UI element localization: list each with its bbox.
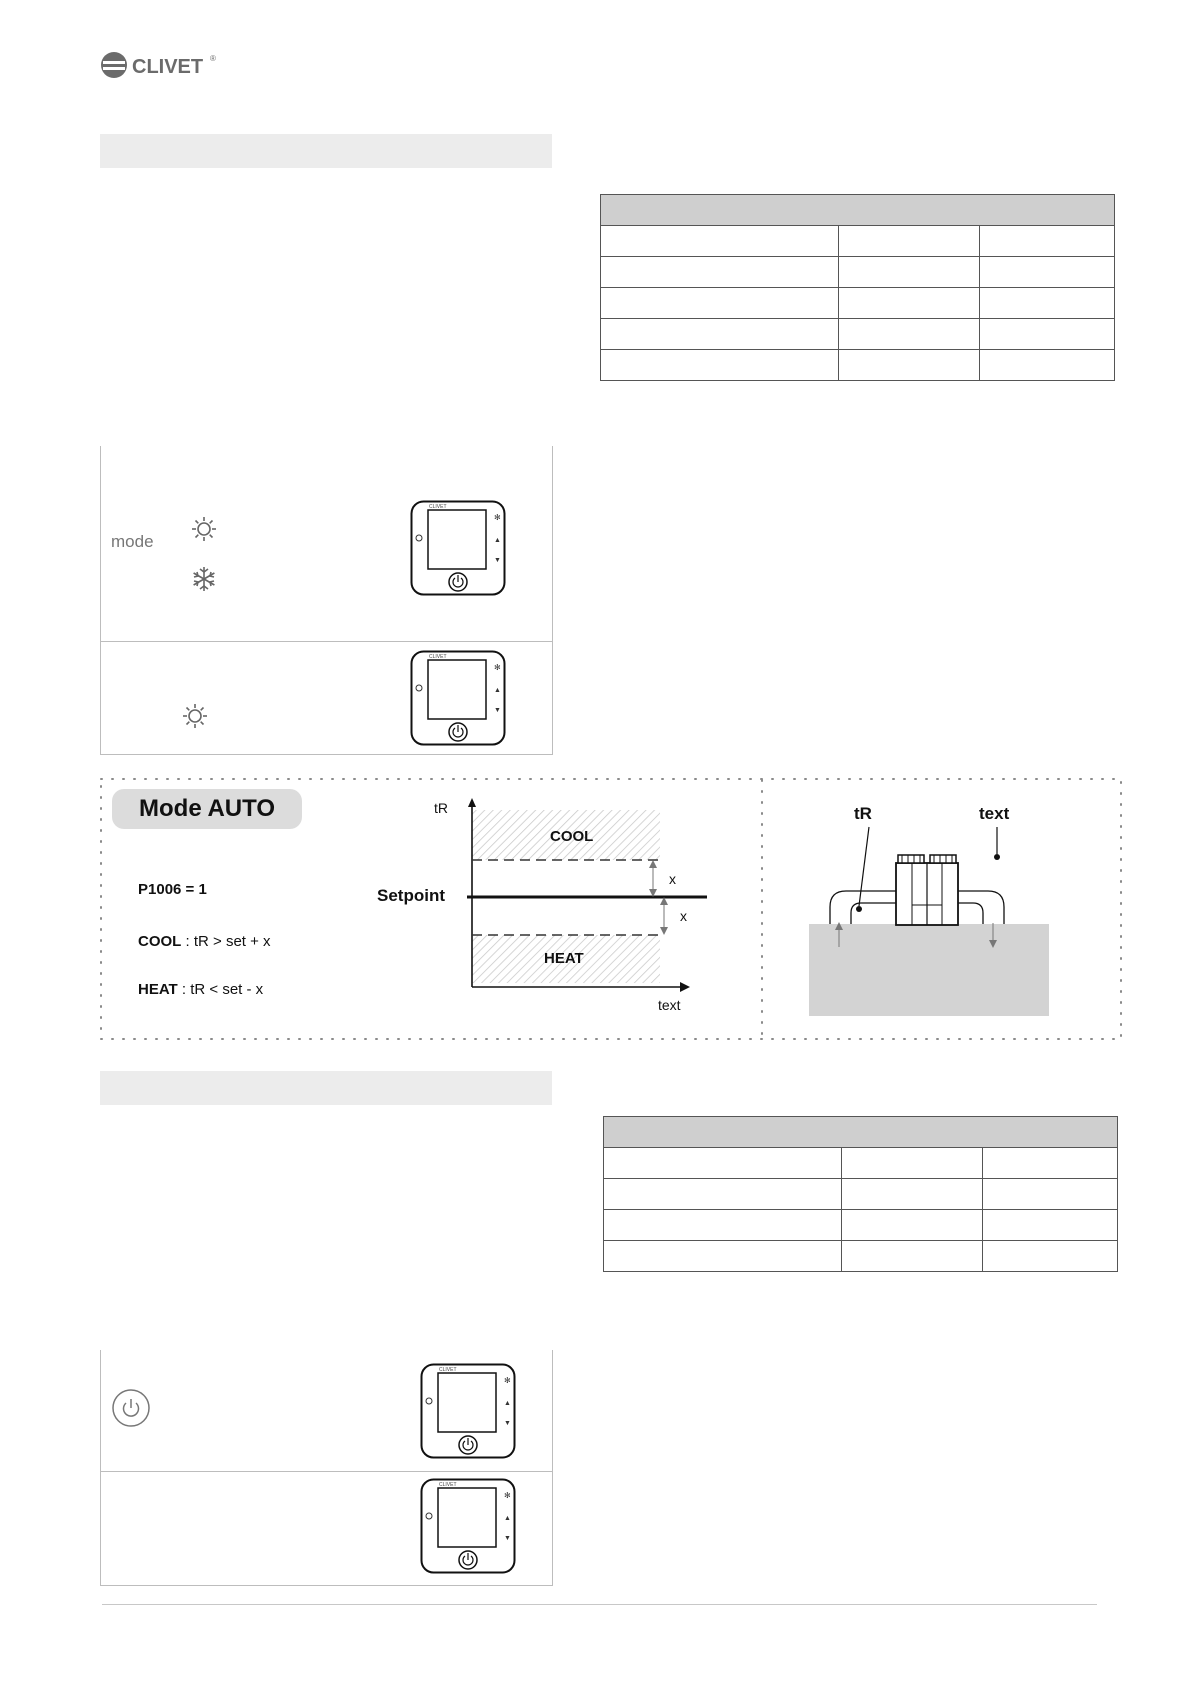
svg-text:✻: ✻ — [504, 1491, 511, 1500]
svg-text:CLIVET: CLIVET — [439, 1367, 457, 1373]
panel-divider — [100, 1471, 552, 1472]
table-row — [601, 288, 1115, 319]
svg-text:▲: ▲ — [494, 687, 501, 694]
unit-schematic — [800, 795, 1060, 1020]
svg-text:▼: ▼ — [494, 557, 501, 564]
snowflake-icon — [191, 566, 217, 597]
svg-text:✻: ✻ — [494, 663, 501, 672]
table-row — [601, 226, 1115, 257]
svg-text:✻: ✻ — [494, 513, 501, 522]
svg-text:▲: ▲ — [504, 1515, 511, 1522]
svg-text:CLIVET: CLIVET — [429, 504, 447, 510]
x-axis-label: text — [658, 997, 681, 1013]
parameter-table — [600, 194, 1115, 381]
mode-auto-pill: Mode AUTO — [112, 789, 302, 829]
rule-p1006: P1006 = 1 — [138, 881, 207, 898]
table-row — [604, 1241, 1118, 1272]
table-row — [601, 350, 1115, 381]
thermostat-device — [410, 650, 506, 746]
table-row — [604, 1148, 1118, 1179]
table-row — [601, 319, 1115, 350]
thermostat-device — [420, 1363, 516, 1459]
table-row — [604, 1179, 1118, 1210]
mode-label: mode — [111, 532, 154, 551]
svg-text:CLIVET: CLIVET — [439, 1482, 457, 1488]
svg-text:▼: ▼ — [504, 1535, 511, 1542]
svg-text:▲: ▲ — [504, 1400, 511, 1407]
parameter-table — [603, 1116, 1118, 1272]
thermostat-device — [420, 1478, 516, 1574]
x-upper-label: x — [669, 871, 676, 887]
rule-cool: COOL : tR > set + x — [138, 933, 271, 950]
thermostat-device — [410, 500, 506, 596]
sun-icon — [182, 703, 208, 734]
table-row — [604, 1210, 1118, 1241]
svg-text:▼: ▼ — [504, 1420, 511, 1427]
svg-text:CLIVET: CLIVET — [429, 654, 447, 660]
table-row — [601, 257, 1115, 288]
svg-text:▼: ▼ — [494, 707, 501, 714]
x-lower-label: x — [680, 908, 687, 924]
cool-label: COOL — [550, 828, 594, 845]
svg-text:▲: ▲ — [494, 537, 501, 544]
tr-label: tR — [854, 804, 872, 823]
setpoint-label: Setpoint — [377, 886, 445, 905]
heat-label: HEAT — [544, 950, 584, 967]
brand-mark: ® — [210, 54, 216, 63]
footer-divider — [102, 1604, 1097, 1605]
y-axis-label: tR — [434, 800, 448, 816]
panel-divider — [100, 641, 552, 642]
setpoint-chart — [372, 795, 722, 1025]
sun-icon — [191, 516, 217, 547]
clivet-logo — [100, 50, 220, 80]
svg-text:✻: ✻ — [504, 1376, 511, 1385]
text-label: text — [979, 804, 1010, 823]
table-header — [604, 1117, 1118, 1148]
brand-name: CLIVET — [132, 56, 204, 78]
section-header-bar — [100, 1071, 552, 1105]
rule-heat: HEAT : tR < set - x — [138, 981, 264, 998]
power-icon — [111, 1388, 151, 1433]
table-header — [601, 195, 1115, 226]
ground — [809, 924, 1049, 1016]
section-header-bar — [100, 134, 552, 168]
